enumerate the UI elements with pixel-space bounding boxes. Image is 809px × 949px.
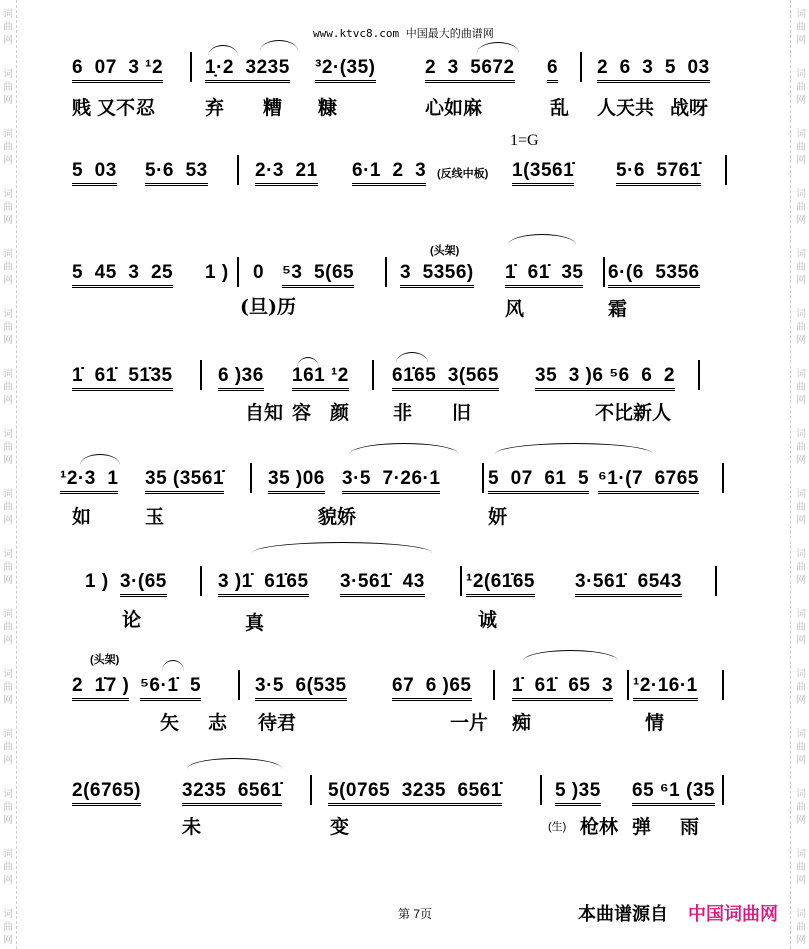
notes: 6·(6 5356 [608,263,700,288]
watermark-text: 词 曲 网 [796,69,806,106]
notes: 3·561̇ 6543 [575,572,682,597]
lyric: 忍 [136,97,156,119]
notes: 3·5 7·26·1 [342,469,440,494]
barline [250,463,252,493]
watermark-text: 词 曲 网 [796,249,806,286]
lyric: 诚 [478,609,498,631]
lyric: (旦)历 [240,296,296,318]
lyric: 容 [292,402,312,424]
notes: 1 ) [85,571,109,592]
watermark-text: 词 曲 网 [3,549,13,586]
notes: ¹2(61̇65 [466,572,535,597]
notes: 1̣·2 3235 [205,58,290,83]
watermark-text: 词 曲 网 [3,609,13,646]
watermark-text: 词 曲 网 [796,9,806,46]
barline [385,257,387,287]
lyric: 贱 [72,97,92,119]
barline [200,566,202,596]
barline [627,670,629,700]
barline [540,775,542,805]
barline [722,463,724,493]
lyric: 论 [122,609,142,631]
watermark-text: 词 曲 网 [796,309,806,346]
lyric: 一片 [450,712,489,734]
lyric: 痴 [512,712,532,734]
site-header: www.ktvc8.com 中国最大的曲谱网 [313,27,494,40]
lyric: 变 [330,816,350,838]
notes: ⁵3 5(65 [282,263,354,288]
lyric: 情 [645,712,665,734]
barline [493,670,495,700]
lyric: 旧 [452,402,472,424]
lyric: 又不 [97,97,136,119]
watermark-text: 词 曲 网 [3,69,13,106]
watermark-text: 词 曲 网 [3,429,13,466]
notes: 1 ) [205,262,229,283]
notes: 1̇ 61̇ 51̇35 [72,366,173,391]
lyric: 志 [208,712,228,734]
watermark-text: 词 曲 网 [796,789,806,826]
notes: 5(0765 3235 6561̇ [328,781,502,806]
barline [310,775,312,805]
notes: 6 [547,58,558,83]
watermark-text: 词 曲 网 [3,129,13,166]
barline [460,566,462,596]
notes: 3235 6561̇ [182,781,282,806]
notes: 3·561̇ 43 [340,572,425,597]
lyric: 待君 [258,712,297,734]
lyric: 弃 [205,97,225,119]
barline [190,52,192,82]
notes: 5·6 53 [145,161,208,186]
watermark-text: 词 曲 网 [796,549,806,586]
notes: 1(3561̇ [512,161,574,186]
notes: ³2·(35) [315,58,376,83]
lyric: 真 [245,612,265,634]
notes: 2·3 21 [255,161,318,186]
notes: 2 1̇7 ) [72,676,129,701]
lyric: 玉 [145,506,165,528]
watermark-text: 词 曲 网 [3,309,13,346]
page-number: 第 7页 [398,907,433,921]
annotation: (头架) [90,654,120,666]
watermark-text: 词 曲 网 [3,789,13,826]
slur [260,40,298,51]
slur [350,443,458,454]
lyric: 枪林 [580,816,619,838]
watermark-text: 词 曲 网 [3,9,13,46]
watermark-column-left [0,0,17,949]
lyric: 风 [505,298,525,320]
notes: 6·1 2 3 [352,161,426,186]
notes: 2 6 3 5 03 [597,58,710,83]
watermark-text: 词 曲 网 [3,369,13,406]
watermark-text: 词 曲 网 [3,909,13,946]
watermark-text: 词 曲 网 [796,489,806,526]
watermark-text: 词 曲 网 [796,189,806,226]
lyric: 非 [393,402,413,424]
barline [715,566,717,596]
notes: 65 ⁶1 (35 [632,781,715,806]
annotation: (头架) [430,245,460,257]
lyric: 自知 [245,402,284,424]
tempo-marking: (反线中板) [437,168,489,180]
notes: 35 (3561̇ [145,469,224,494]
notes: ¹2·3 1 [60,469,118,494]
lyric: 雨 [680,816,700,838]
notes: 5 45 3 25 [72,263,173,288]
notes: ¹2·16·1 [633,676,698,701]
slur [208,45,238,56]
lyric: 糟 [263,97,283,119]
notes: 5 07 61 5 [488,469,589,494]
lyric: 弹 [632,816,652,838]
notes: 0 [253,262,265,283]
notes: 3·(65 [120,572,167,597]
slur [396,352,428,363]
barline [698,360,700,390]
barline [722,775,724,805]
notes: ⁵6·1̇ 5 [140,676,201,701]
watermark-column-right [790,0,807,949]
watermark-text: 词 曲 网 [796,129,806,166]
notes: 6 )36 [218,366,264,391]
lyric: 乱 [550,97,570,119]
lyric: 糠 [318,97,338,119]
key-signature: 1=G [510,132,539,149]
slur [252,542,432,553]
source-site-link[interactable]: 中国词曲网 [688,904,778,924]
lyric: 人天共 [597,97,655,119]
watermark-text: 词 曲 网 [3,249,13,286]
notes: 1̇ 61̇ 65 3 [512,676,613,701]
slur [508,234,576,245]
lyric: 不比新人 [595,402,672,424]
watermark-text: 词 曲 网 [796,369,806,406]
notes: 6 07 3 ¹2 [72,58,163,83]
watermark-text: 词 曲 网 [796,849,806,886]
notes: 5 )35 [555,781,601,806]
barline [603,257,605,287]
watermark-text: 词 曲 网 [3,729,13,766]
notes: 61̇65 3(565 [392,366,499,391]
slur [477,42,519,53]
notes: 67 6 )65 [392,676,472,701]
barline [200,360,202,390]
slur [162,660,184,671]
notes: ⁶1·(7 6765 [598,469,699,494]
barline [725,155,727,185]
barline [372,360,374,390]
barline [237,155,239,185]
notes: 161 ¹2 [292,366,349,391]
notes: 5 03 [72,161,117,186]
notes: 2(6765) [72,781,141,806]
notes: 3 5356) [400,263,474,288]
watermark-text: 词 曲 网 [3,669,13,706]
source-label: 本曲谱源自 [578,904,668,924]
notes: 35 )06 [268,469,325,494]
watermark-text: 词 曲 网 [796,669,806,706]
lyric: 未 [182,816,202,838]
watermark-text: 词 曲 网 [3,189,13,226]
watermark-text: 词 曲 网 [3,489,13,526]
notes: 35 3 )6 ⁵6 6 2 [535,366,675,391]
watermark-text: 词 曲 网 [796,729,806,766]
watermark-text: 词 曲 网 [3,849,13,886]
notes: 2 3 5672 [425,58,515,83]
lyric: 颜 [330,402,350,424]
slur [523,650,618,661]
watermark-text: 词 曲 网 [796,609,806,646]
lyric: 貌娇 [318,506,357,528]
lyric: 霜 [608,298,628,320]
barline [580,52,582,82]
role-marker: (生) [548,821,567,833]
barline [482,463,484,493]
lyric: 战呀 [670,97,709,119]
notes: 5·6 5761̇ [616,161,701,186]
slur [495,443,653,454]
lyric: 妍 [488,506,508,528]
lyric: 矢 [160,712,180,734]
lyric: 心如麻 [425,97,483,119]
barline [237,257,239,287]
watermark-text: 词 曲 网 [796,909,806,946]
slur [80,454,120,465]
lyric: 如 [72,506,92,528]
watermark-text: 词 曲 网 [796,429,806,466]
notes: 3 )1̇ 61̇65 [218,572,309,597]
slur [187,758,282,769]
notes: 3·5 6(535 [255,676,347,701]
barline [238,670,240,700]
notes: 1̇ 61̇ 35 [505,263,583,288]
barline [722,670,724,700]
